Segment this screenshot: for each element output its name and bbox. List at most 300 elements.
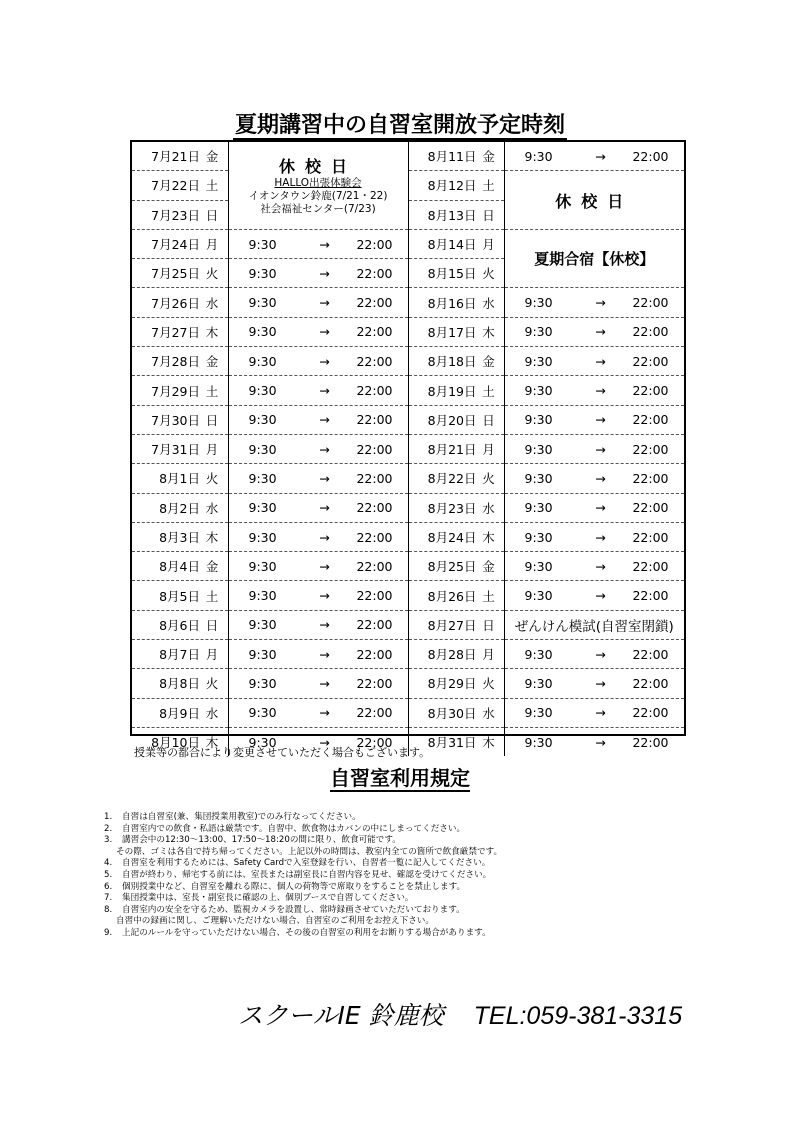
close-time: 22:00 bbox=[632, 295, 669, 311]
weekday-label: 木 bbox=[205, 324, 219, 340]
right-date-cell bbox=[408, 669, 504, 698]
close-time: 22:00 bbox=[356, 617, 393, 633]
weekday-label: 水 bbox=[205, 500, 219, 516]
open-time: 9:30 bbox=[248, 500, 277, 516]
rule-text: 自習室内での飲食・私語は厳禁です。自習中、飲食物はカバンの中にしまってください。 bbox=[122, 823, 466, 834]
arrow-icon: → bbox=[319, 588, 330, 604]
schedule-table bbox=[130, 140, 686, 751]
left-date-cell bbox=[132, 434, 228, 463]
date-label: 8月24日 bbox=[427, 530, 477, 545]
open-time: 9:30 bbox=[248, 412, 277, 428]
school-name: スクールIE 鈴鹿校 bbox=[238, 1001, 444, 1030]
arrow-icon: → bbox=[595, 412, 606, 428]
close-time: 22:00 bbox=[632, 470, 669, 486]
close-time: 22:00 bbox=[356, 265, 393, 281]
arrow-icon: → bbox=[319, 675, 330, 691]
weekday-label: 木 bbox=[482, 530, 495, 545]
open-time: 9:30 bbox=[248, 705, 277, 721]
closed-detail-line: HALLO出張体験会 bbox=[274, 177, 362, 190]
close-time: 22:00 bbox=[356, 441, 393, 457]
left-date-cell bbox=[132, 669, 228, 698]
weekday-label: 金 bbox=[482, 149, 495, 165]
table-row bbox=[132, 376, 684, 405]
right-time-cell bbox=[504, 142, 684, 171]
weekday-label: 日 bbox=[205, 207, 219, 223]
date-label: 8月16日 bbox=[427, 295, 477, 311]
rule-item bbox=[104, 858, 502, 870]
arrow-icon: → bbox=[319, 324, 330, 340]
close-time: 22:00 bbox=[356, 500, 393, 516]
date-label: 8月30日 bbox=[427, 705, 477, 721]
rule-item bbox=[104, 824, 502, 836]
left-time-cell bbox=[228, 288, 408, 317]
date-label: 7月24日 bbox=[151, 237, 200, 253]
open-time: 9:30 bbox=[248, 558, 277, 574]
left-date-cell bbox=[132, 610, 228, 639]
table-row bbox=[132, 552, 684, 581]
arrow-icon: → bbox=[319, 412, 330, 428]
arrow-icon: → bbox=[595, 705, 606, 721]
arrow-icon: → bbox=[595, 588, 606, 604]
arrow-icon: → bbox=[595, 353, 606, 369]
left-date-cell bbox=[132, 698, 228, 727]
open-time: 9:30 bbox=[524, 324, 553, 340]
right-date-cell bbox=[408, 522, 504, 551]
table-row bbox=[132, 142, 684, 171]
left-time-cell bbox=[228, 434, 408, 463]
date-label: 8月7日 bbox=[159, 647, 200, 663]
left-date-cell bbox=[132, 288, 228, 317]
table-row bbox=[132, 610, 684, 639]
table-row bbox=[132, 229, 684, 258]
date-label: 8月12日 bbox=[427, 178, 477, 194]
weekday-label: 金 bbox=[482, 354, 495, 370]
close-time: 22:00 bbox=[356, 383, 393, 399]
arrow-icon: → bbox=[595, 734, 606, 750]
weekday-label: 土 bbox=[482, 383, 495, 399]
rule-item bbox=[104, 847, 502, 859]
rule-text: 自習室内の安全を守るため、監視カメラを設置し、常時録画させていただいております。 bbox=[122, 904, 465, 915]
arrow-icon: → bbox=[319, 558, 330, 574]
left-date-cell bbox=[132, 347, 228, 376]
arrow-icon: → bbox=[595, 441, 606, 457]
close-time: 22:00 bbox=[632, 383, 669, 399]
close-time: 22:00 bbox=[356, 734, 393, 750]
close-time: 22:00 bbox=[356, 324, 393, 340]
weekday-label: 火 bbox=[205, 676, 219, 692]
right-date-cell bbox=[408, 698, 504, 727]
left-date-cell bbox=[132, 552, 228, 581]
close-time: 22:00 bbox=[632, 412, 669, 428]
rule-item bbox=[104, 870, 502, 882]
date-label: 7月23日 bbox=[151, 207, 200, 223]
right-date-cell bbox=[408, 288, 504, 317]
table-row bbox=[132, 317, 684, 346]
weekday-label: 月 bbox=[482, 237, 495, 253]
close-time: 22:00 bbox=[632, 588, 669, 604]
right-date-cell bbox=[408, 171, 504, 200]
date-label: 7月21日 bbox=[151, 149, 200, 165]
arrow-icon: → bbox=[319, 295, 330, 311]
date-label: 8月20日 bbox=[427, 412, 477, 428]
weekday-label: 土 bbox=[205, 383, 219, 399]
weekday-label: 月 bbox=[205, 647, 219, 663]
rule-text: 講習会中の12:30～13:00、17:50～18:20の間に限り、飲食可能です。 bbox=[122, 835, 401, 846]
right-date-cell bbox=[408, 229, 504, 258]
rule-number: 2. bbox=[104, 823, 113, 834]
weekday-label: 土 bbox=[205, 588, 219, 604]
right-time-cell bbox=[504, 493, 684, 522]
weekday-label: 火 bbox=[482, 676, 495, 692]
rule-number: 1. bbox=[104, 812, 113, 822]
open-time: 9:30 bbox=[524, 646, 553, 662]
date-label: 8月21日 bbox=[427, 442, 477, 458]
open-time: 9:30 bbox=[248, 265, 277, 281]
weekday-label: 日 bbox=[482, 412, 495, 428]
left-time-cell bbox=[228, 552, 408, 581]
table-row bbox=[132, 640, 684, 669]
open-time: 9:30 bbox=[524, 734, 553, 750]
camp-label: 夏期合宿【休校】 bbox=[534, 250, 655, 269]
arrow-icon: → bbox=[595, 470, 606, 486]
date-label: 8月5日 bbox=[159, 588, 200, 604]
open-time: 9:30 bbox=[248, 324, 277, 340]
open-time: 9:30 bbox=[248, 236, 277, 252]
date-label: 7月31日 bbox=[151, 442, 200, 458]
rule-number: 6. bbox=[104, 881, 113, 892]
open-time: 9:30 bbox=[248, 646, 277, 662]
left-date-cell bbox=[132, 259, 228, 288]
date-label: 8月8日 bbox=[159, 676, 200, 692]
date-label: 8月11日 bbox=[427, 149, 477, 165]
right-time-cell bbox=[504, 552, 684, 581]
change-note: 授業等の都合により変更させていただく場合もございます。 bbox=[134, 746, 431, 759]
open-time: 9:30 bbox=[524, 295, 553, 311]
weekday-label: 火 bbox=[482, 471, 495, 487]
open-time: 9:30 bbox=[524, 705, 553, 721]
left-date-cell bbox=[132, 229, 228, 258]
rule-text: 自習中の録画に関し、ご理解いただけない場合、自習室のご利用をお控え下さい。 bbox=[116, 916, 434, 927]
table-row bbox=[132, 581, 684, 610]
rule-text: 自習が終わり、帰宅する前には、室長または副室長に自習内容を見せ、確認を受けてください。 bbox=[122, 869, 492, 880]
date-label: 7月27日 bbox=[151, 324, 200, 340]
date-label: 8月29日 bbox=[427, 676, 477, 692]
weekday-label: 日 bbox=[482, 207, 495, 223]
arrow-icon: → bbox=[595, 295, 606, 311]
closed-detail-line: 社会福祉センター(7/23) bbox=[260, 203, 376, 216]
open-time: 9:30 bbox=[524, 412, 553, 428]
weekday-label: 水 bbox=[482, 295, 495, 311]
rules-title bbox=[0, 762, 800, 791]
open-time: 9:30 bbox=[524, 675, 553, 691]
left-date-cell bbox=[132, 640, 228, 669]
left-time-cell bbox=[228, 493, 408, 522]
open-time: 9:30 bbox=[248, 383, 277, 399]
weekday-label: 木 bbox=[205, 530, 219, 545]
left-date-cell bbox=[132, 405, 228, 434]
arrow-icon: → bbox=[595, 500, 606, 516]
weekday-label: 月 bbox=[482, 647, 495, 663]
date-label: 8月3日 bbox=[159, 530, 200, 545]
left-time-cell bbox=[228, 581, 408, 610]
date-label: 8月22日 bbox=[427, 471, 477, 487]
weekday-label: 金 bbox=[205, 149, 219, 165]
date-label: 8月15日 bbox=[427, 266, 477, 282]
rule-text: 個別授業中など、自習室を離れる際に、個人の荷物等で席取りをすることを禁止します。 bbox=[122, 881, 466, 892]
arrow-icon: → bbox=[319, 734, 330, 750]
right-date-cell bbox=[408, 493, 504, 522]
right-time-cell bbox=[504, 464, 684, 493]
closed-title: 休校日 bbox=[278, 157, 357, 177]
page-title-text: 夏期講習中の自習室開放予定時刻 bbox=[234, 113, 565, 138]
weekday-label: 金 bbox=[482, 559, 495, 575]
left-date-cell bbox=[132, 376, 228, 405]
date-label: 8月25日 bbox=[427, 559, 477, 575]
date-label: 7月29日 bbox=[151, 383, 200, 399]
arrow-icon: → bbox=[595, 675, 606, 691]
close-time: 22:00 bbox=[632, 529, 669, 545]
date-label: 8月31日 bbox=[427, 735, 477, 751]
left-time-cell bbox=[228, 376, 408, 405]
date-label: 7月28日 bbox=[151, 354, 200, 370]
left-time-cell bbox=[228, 698, 408, 727]
close-time: 22:00 bbox=[632, 148, 669, 164]
arrow-icon: → bbox=[319, 236, 330, 252]
weekday-label: 月 bbox=[482, 442, 495, 458]
left-date-cell bbox=[132, 200, 228, 229]
table-row bbox=[132, 464, 684, 493]
weekday-label: 木 bbox=[205, 735, 219, 751]
right-date-cell bbox=[408, 581, 504, 610]
close-time: 22:00 bbox=[356, 236, 393, 252]
date-label: 8月14日 bbox=[427, 237, 477, 253]
footer-contact bbox=[238, 996, 682, 1032]
close-time: 22:00 bbox=[356, 295, 393, 311]
right-date-cell bbox=[408, 317, 504, 346]
rule-text: 上記のルールを守っていただけない場合、その後の自習室の利用をお断りする場合があります。 bbox=[122, 927, 491, 938]
right-date-cell bbox=[408, 200, 504, 229]
left-time-cell bbox=[228, 610, 408, 639]
date-label: 8月23日 bbox=[427, 500, 477, 516]
right-time-cell bbox=[504, 288, 684, 317]
close-time: 22:00 bbox=[632, 324, 669, 340]
right-date-cell bbox=[408, 405, 504, 434]
arrow-icon: → bbox=[319, 470, 330, 486]
close-time: 22:00 bbox=[632, 734, 669, 750]
right-time-cell bbox=[504, 376, 684, 405]
table-row bbox=[132, 347, 684, 376]
date-label: 8月6日 bbox=[159, 617, 200, 633]
date-label: 8月27日 bbox=[427, 617, 477, 633]
right-time-cell bbox=[504, 522, 684, 551]
rule-item bbox=[104, 812, 502, 824]
left-date-cell bbox=[132, 493, 228, 522]
open-time: 9:30 bbox=[248, 353, 277, 369]
weekday-label: 金 bbox=[205, 559, 219, 575]
close-time: 22:00 bbox=[632, 675, 669, 691]
close-time: 22:00 bbox=[632, 353, 669, 369]
rule-item bbox=[104, 893, 502, 905]
rule-number: 4. bbox=[104, 858, 113, 869]
rule-number: 9. bbox=[104, 927, 113, 938]
close-time: 22:00 bbox=[356, 470, 393, 486]
open-time: 9:30 bbox=[248, 441, 277, 457]
left-time-cell bbox=[228, 640, 408, 669]
rules-list bbox=[104, 812, 502, 940]
left-time-cell bbox=[228, 259, 408, 288]
table-row bbox=[132, 405, 684, 434]
arrow-icon: → bbox=[319, 529, 330, 545]
close-time: 22:00 bbox=[356, 412, 393, 428]
right-time-cell bbox=[504, 698, 684, 727]
close-time: 22:00 bbox=[356, 353, 393, 369]
weekday-label: 月 bbox=[205, 442, 219, 458]
date-label: 7月26日 bbox=[151, 295, 200, 311]
rule-text: その際、ゴミは各自で持ち帰ってください。上記以外の時間は、教室内全ての箇所で飲食厳禁です。 bbox=[116, 846, 503, 857]
right-date-cell bbox=[408, 610, 504, 639]
table-row bbox=[132, 288, 684, 317]
weekday-label: 日 bbox=[205, 412, 219, 428]
weekday-label: 水 bbox=[205, 705, 219, 721]
date-label: 8月2日 bbox=[159, 500, 200, 516]
weekday-label: 火 bbox=[205, 266, 219, 282]
weekday-label: 火 bbox=[205, 471, 219, 487]
weekday-label: 土 bbox=[205, 178, 219, 194]
weekday-label: 土 bbox=[482, 178, 495, 194]
close-time: 22:00 bbox=[356, 588, 393, 604]
arrow-icon: → bbox=[319, 441, 330, 457]
right-date-cell bbox=[408, 640, 504, 669]
weekday-label: 水 bbox=[482, 705, 495, 721]
rule-item bbox=[104, 928, 502, 940]
open-time: 9:30 bbox=[524, 353, 553, 369]
left-closed-cell bbox=[228, 142, 408, 229]
schedule-grid bbox=[132, 142, 684, 756]
date-label: 7月25日 bbox=[151, 266, 200, 282]
rule-number: 7. bbox=[104, 893, 113, 904]
close-time: 22:00 bbox=[632, 646, 669, 662]
open-time: 9:30 bbox=[524, 500, 553, 516]
right-time-cell bbox=[504, 669, 684, 698]
left-date-cell bbox=[132, 317, 228, 346]
open-time: 9:30 bbox=[524, 558, 553, 574]
weekday-label: 月 bbox=[205, 237, 219, 253]
right-date-cell bbox=[408, 552, 504, 581]
arrow-icon: → bbox=[595, 646, 606, 662]
mock-exam-cell bbox=[504, 610, 684, 639]
open-time: 9:30 bbox=[248, 295, 277, 311]
rule-text: 集団授業中は、室長・副室長に確認の上、個別ブースで自習してください。 bbox=[122, 893, 414, 904]
weekday-label: 日 bbox=[482, 617, 495, 633]
arrow-icon: → bbox=[319, 705, 330, 721]
right-time-cell bbox=[504, 347, 684, 376]
closed-title: 休校日 bbox=[555, 191, 634, 211]
weekday-label: 日 bbox=[205, 617, 219, 633]
left-time-cell bbox=[228, 405, 408, 434]
left-time-cell bbox=[228, 464, 408, 493]
weekday-label: 水 bbox=[205, 295, 219, 311]
close-time: 22:00 bbox=[632, 558, 669, 574]
weekday-label: 金 bbox=[205, 354, 219, 370]
arrow-icon: → bbox=[319, 646, 330, 662]
table-row bbox=[132, 669, 684, 698]
left-date-cell bbox=[132, 581, 228, 610]
date-label: 7月22日 bbox=[151, 178, 200, 194]
right-date-cell bbox=[408, 376, 504, 405]
open-time: 9:30 bbox=[524, 441, 553, 457]
date-label: 8月18日 bbox=[427, 354, 477, 370]
rule-item bbox=[104, 905, 502, 917]
weekday-label: 木 bbox=[482, 324, 495, 340]
rule-number: 8. bbox=[104, 904, 113, 915]
left-time-cell bbox=[228, 347, 408, 376]
camp-cell bbox=[504, 229, 684, 288]
weekday-label: 水 bbox=[482, 500, 495, 516]
left-time-cell bbox=[228, 229, 408, 258]
date-label: 8月10日 bbox=[151, 735, 200, 751]
right-time-cell bbox=[504, 405, 684, 434]
open-time: 9:30 bbox=[248, 734, 277, 750]
arrow-icon: → bbox=[319, 500, 330, 516]
arrow-icon: → bbox=[595, 324, 606, 340]
open-time: 9:30 bbox=[524, 470, 553, 486]
arrow-icon: → bbox=[319, 353, 330, 369]
weekday-label: 木 bbox=[482, 735, 495, 751]
mock-exam-label: ぜんけん模試(自習室閉鎖) bbox=[514, 618, 674, 635]
rule-number: 3. bbox=[104, 835, 113, 846]
open-time: 9:30 bbox=[524, 588, 553, 604]
date-label: 7月30日 bbox=[151, 412, 200, 428]
open-time: 9:30 bbox=[248, 588, 277, 604]
right-time-cell bbox=[504, 581, 684, 610]
right-date-cell bbox=[408, 142, 504, 171]
close-time: 22:00 bbox=[356, 646, 393, 662]
date-label: 8月13日 bbox=[427, 207, 477, 223]
close-time: 22:00 bbox=[356, 705, 393, 721]
close-time: 22:00 bbox=[356, 675, 393, 691]
right-time-cell bbox=[504, 434, 684, 463]
arrow-icon: → bbox=[595, 148, 606, 164]
date-label: 8月4日 bbox=[159, 559, 200, 575]
rule-item bbox=[104, 835, 502, 847]
open-time: 9:30 bbox=[248, 470, 277, 486]
right-time-cell bbox=[504, 317, 684, 346]
close-time: 22:00 bbox=[356, 558, 393, 574]
left-time-cell bbox=[228, 669, 408, 698]
open-time: 9:30 bbox=[248, 529, 277, 545]
open-time: 9:30 bbox=[524, 148, 553, 164]
open-time: 9:30 bbox=[248, 675, 277, 691]
table-row bbox=[132, 171, 684, 200]
date-label: 8月1日 bbox=[159, 471, 200, 487]
right-time-cell bbox=[504, 727, 684, 756]
table-row bbox=[132, 434, 684, 463]
arrow-icon: → bbox=[595, 529, 606, 545]
left-time-cell bbox=[228, 317, 408, 346]
arrow-icon: → bbox=[319, 265, 330, 281]
right-date-cell bbox=[408, 259, 504, 288]
right-time-cell bbox=[504, 640, 684, 669]
close-time: 22:00 bbox=[632, 441, 669, 457]
right-date-cell bbox=[408, 434, 504, 463]
date-label: 8月26日 bbox=[427, 588, 477, 604]
rule-item bbox=[104, 882, 502, 894]
open-time: 9:30 bbox=[248, 617, 277, 633]
date-label: 8月19日 bbox=[427, 383, 477, 399]
date-label: 8月9日 bbox=[159, 705, 200, 721]
left-date-cell bbox=[132, 171, 228, 200]
right-date-cell bbox=[408, 347, 504, 376]
